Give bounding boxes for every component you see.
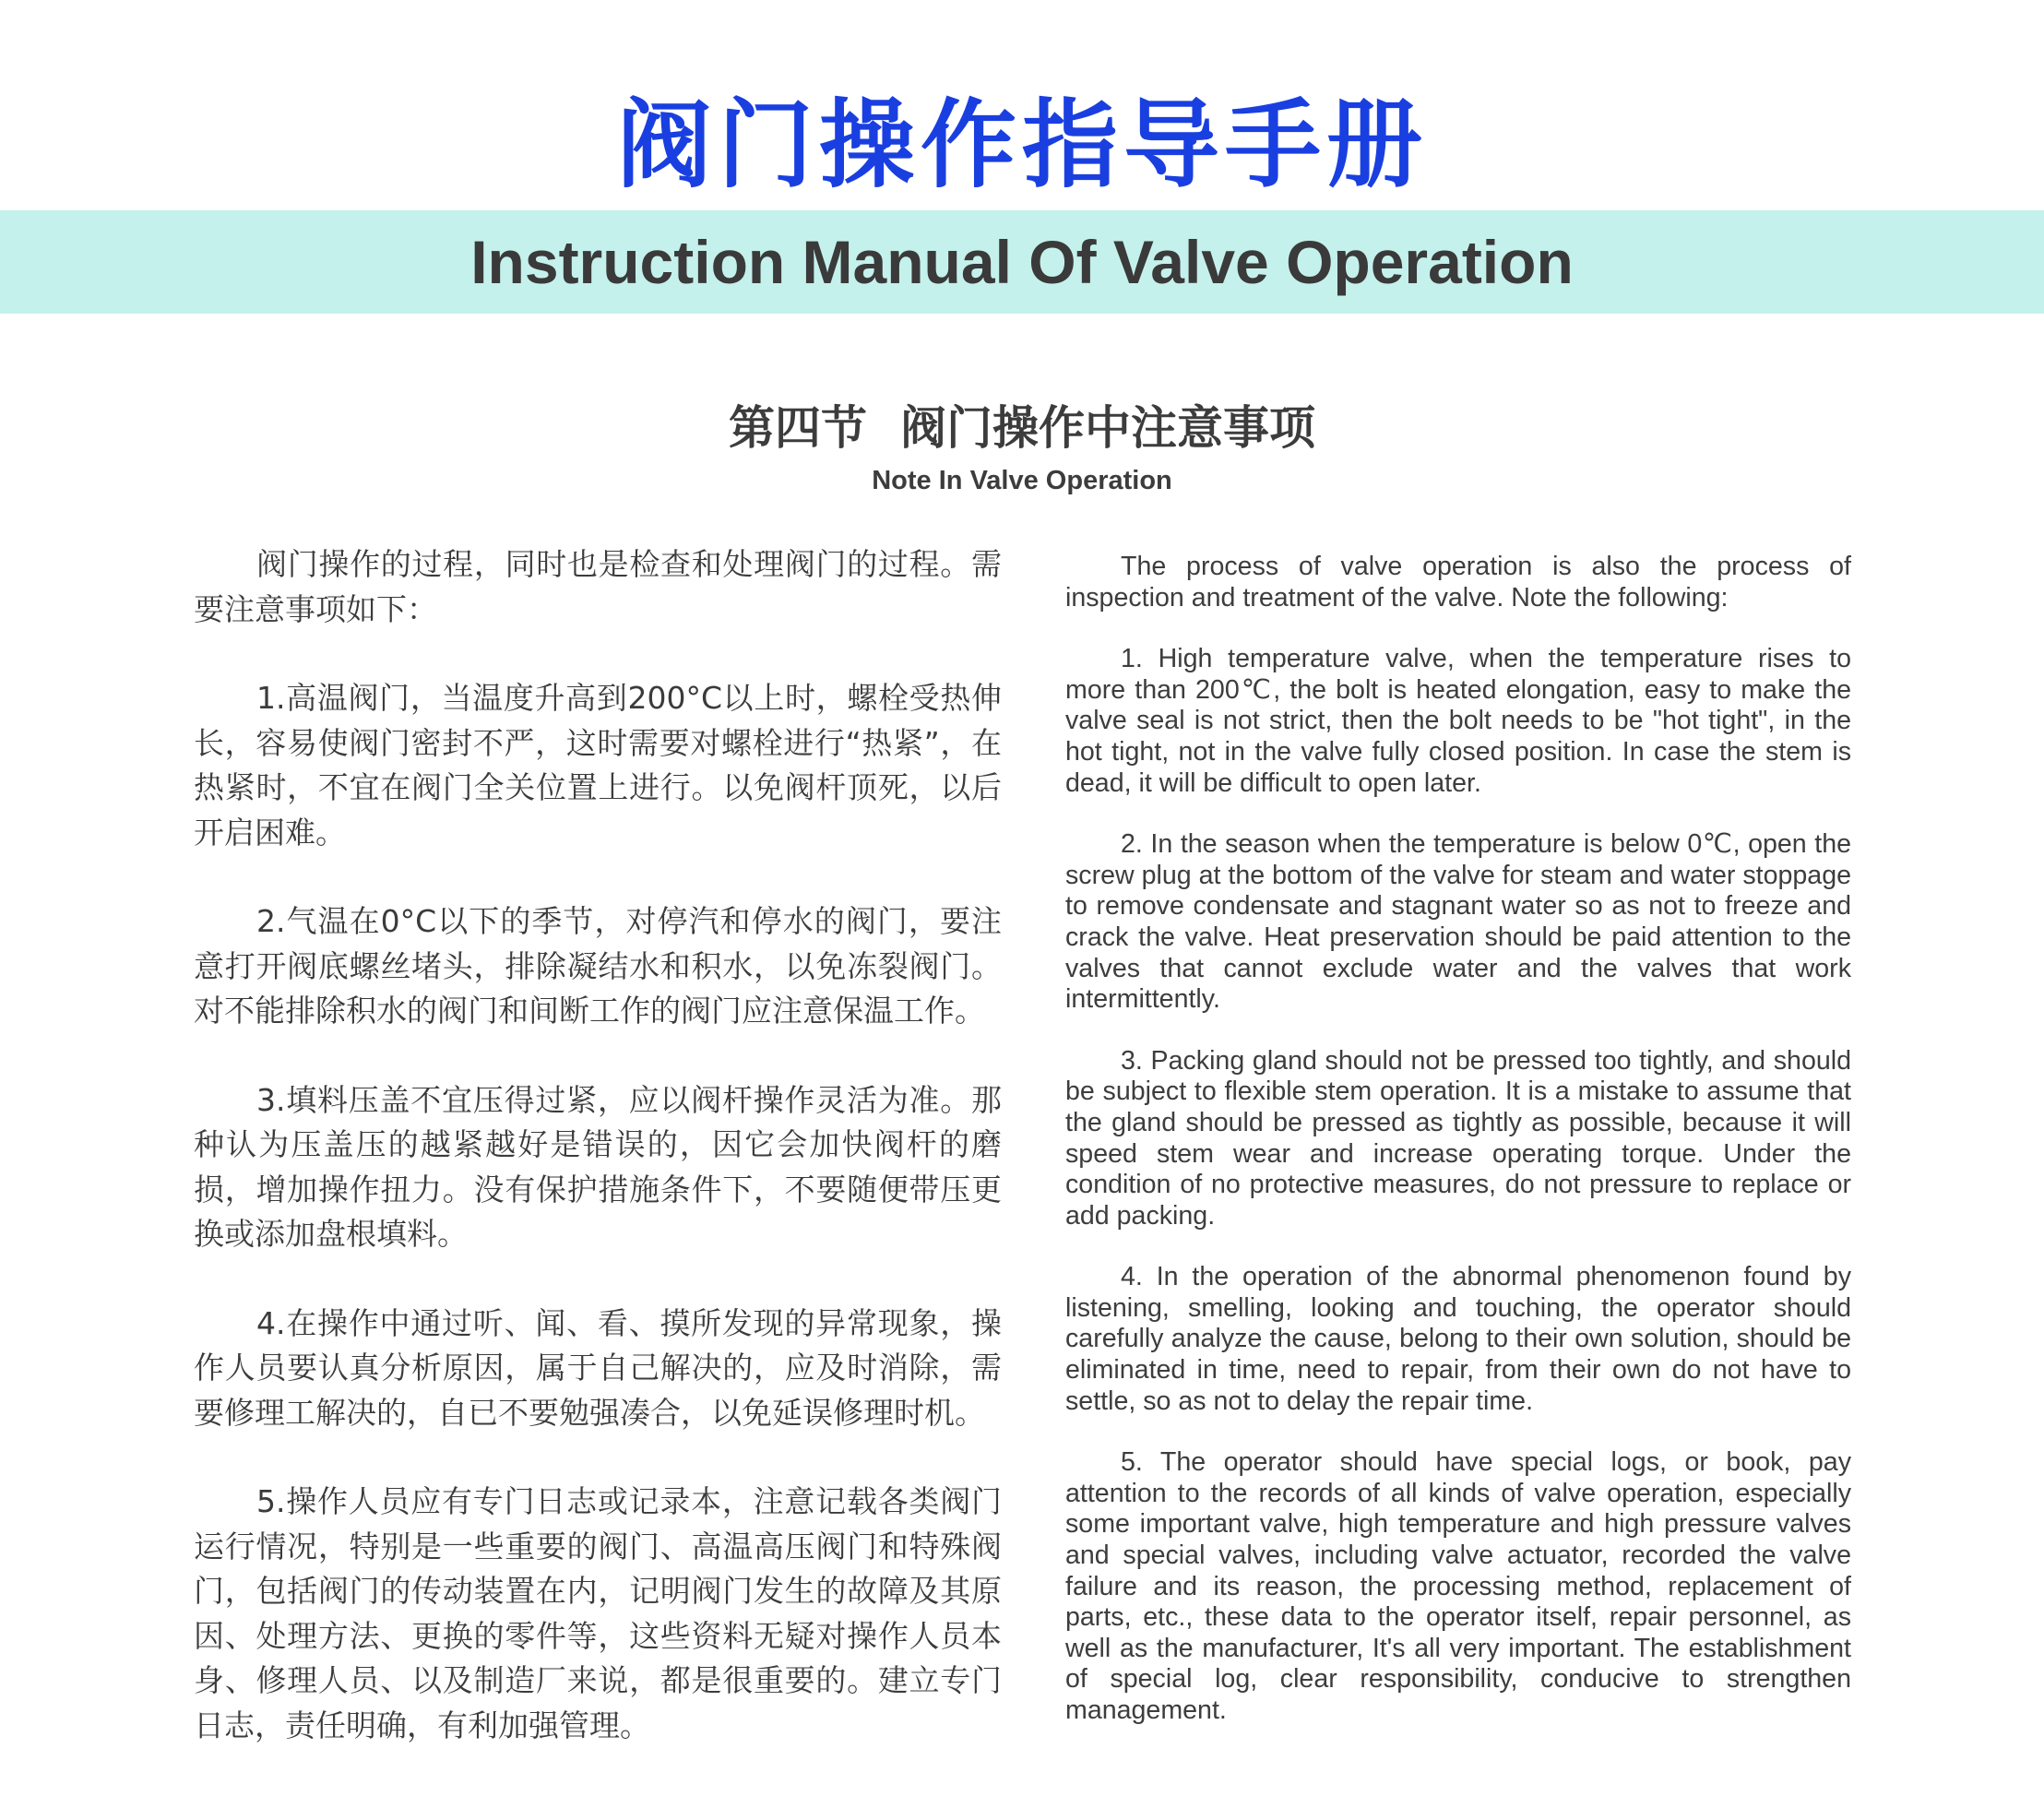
- chinese-text-column: [194, 542, 1002, 1792]
- en-note-5: 5. The operator should have special logs, or book, pay attention to the records of all kinds of valve operation, especially some important valve, high temperature and high pressure valves and special valves, including valve actuator, recorded the valve failure and its reason, the processing method, replacement of parts, etc., these data to the operator itself, repair personnel, as well as the manufacturer, It's all very important. The establishment of special log, clear responsibility, conducive to strengthen management.: [1065, 1447, 1851, 1725]
- cn-note-5: 5.操作人员应有专门日志或记录本，注意记载各类阀门运行情况，特别是一些重要的阀门、高温高压阀门和特殊阀门，包括阀门的传动装置在内，记明阀门发生的故障及其原因、处理方法、更换的零件等，这些资料无疑对操作人员本身、修理人员、以及制造厂来说，都是很重要的。建立专门日志，责任明确，有利加强管理。: [194, 1483, 1002, 1743]
- en-intro-paragraph: The process of valve operation is also the process of inspection and treatment of the valve. Note the following:: [1065, 552, 1851, 613]
- section-title: 阀门操作中注意事项: [900, 401, 1315, 455]
- en-note-4: 4. In the operation of the abnormal phenomenon found by listening, smelling, looking and touching, the operator should carefully analyze the cause, belong to their own solution, should be eliminated in time, need to repair, from their own do not have to settle, so as not to delay the repair time.: [1065, 1262, 1851, 1416]
- en-note-3: 3. Packing gland should not be pressed too tightly, and should be subject to flexible stem operation. It is a mistake to assume that the gland should be pressed as tightly as possible, because it will speed stem wear and increase operating torque. Under the condition of no protective measures, do not pressure to replace or add packing.: [1065, 1045, 1851, 1231]
- cn-note-4: 4.在操作中通过听、闻、看、摸所发现的异常现象，操作人员要认真分析原因，属于自己解决的，应及时消除，需要修理工解决的，自已不要勉强凑合，以免延误修理时机。: [194, 1304, 1002, 1431]
- title-banner: [0, 210, 2044, 314]
- page-title-cn: 阀门操作指导手册: [615, 89, 1428, 201]
- english-text-column: [1065, 552, 1851, 1757]
- page-title-en: Instruction Manual Of Valve Operation: [470, 228, 1574, 296]
- en-note-1: 1. High temperature valve, when the temperature rises to more than 200℃, the bolt is heated elongation, easy to make the valve seal is not strict, then the bolt needs to be "hot tight", in the hot tight, not in the valve fully closed position. In case the stem is dead, it will be difficult to open later.: [1065, 644, 1851, 798]
- cn-intro-paragraph: 阀门操作的过程，同时也是检查和处理阀门的过程。需要注意事项如下：: [194, 546, 1002, 627]
- section-heading-en: Note In Valve Operation: [872, 466, 1172, 495]
- cn-note-2: 2.气温在0°C以下的季节，对停汽和停水的阀门，要注意打开阀底螺丝堵头，排除凝结水和积水，以免冻裂阀门。对不能排除积水的阀门和间断工作的阀门应注意保温工作。: [194, 903, 1002, 1029]
- en-note-2: 2. In the season when the temperature is below 0℃, open the screw plug at the bottom of the valve for steam and water stoppage to remove condensate and stagnant water so as not to freeze and crack the valve. Heat preservation should be paid attention to the valves that cannot exclude water and the valves that work intermittently.: [1065, 829, 1851, 1015]
- cn-note-1: 1.高温阀门，当温度升高到200°C以上时，螺栓受热伸长，容易使阀门密封不严，这时需要对螺栓进行“热紧”，在热紧时，不宜在阀门全关位置上进行。以免阀杆顶死，以后开启困难。: [194, 680, 1002, 851]
- section-number: 第四节: [729, 401, 867, 455]
- section-heading-cn: [0, 398, 2044, 458]
- cn-note-3: 3.填料压盖不宜压得过紧，应以阀杆操作灵活为准。那种认为压盖压的越紧越好是错误的，因它会加快阀杆的磨损，增加操作扭力。没有保护措施条件下，不要随便带压更换或添加盘根填料。: [194, 1081, 1002, 1252]
